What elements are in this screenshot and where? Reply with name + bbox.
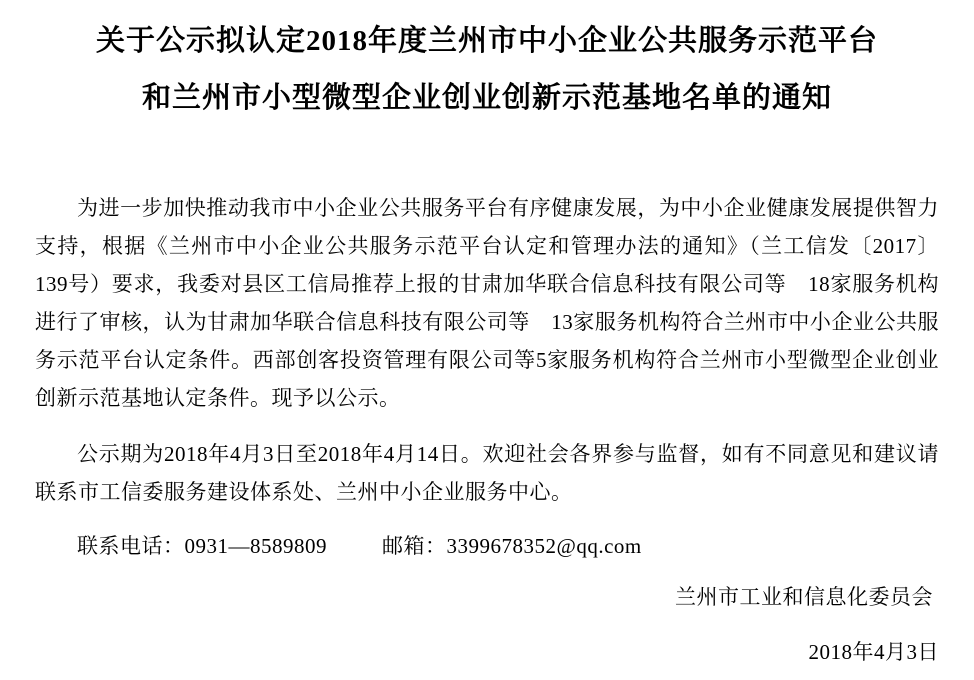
- contact-line: [35, 527, 939, 565]
- notice-paragraph-2: 公示期为2018年4月3日至2018年4月14日。欢迎社会各界参与监督，如有不同意见和建议请联系市工信委服务建设体系处、兰州中小企业服务中心。: [35, 442, 939, 504]
- contact-phone: 联系电话：0931—8589809: [77, 534, 327, 558]
- contact-email: 邮箱：3399678352@qq.com: [382, 534, 642, 558]
- notice-paragraph-1: 为进一步加快推动我市中小企业公共服务平台有序健康发展，为中小企业健康发展提供智力支持，根据《兰州市中小企业公共服务示范平台认定和管理办法的通知》（兰工信发〔2017〕139号）要求，我委对县区工信局推荐上报的甘肃加华联合信息科技有限公司等 18家服务机构进行了审核，认为甘肃加华联合信息科技有限公司等 13家服务机构符合兰州市中小企业公共服务示范平台认定条件。西部创客投资管理有限公司等5家服务机构符合兰州市小型微型企业创业创新示范基地认定条件。现予以公示。: [35, 196, 939, 410]
- issue-date: 2018年4月3日: [808, 640, 939, 664]
- notice-title-line-1: 关于公示拟认定2018年度兰州市中小企业公共服务示范平台: [95, 25, 878, 57]
- notice-title: [0, 0, 974, 127]
- notice-body: [35, 189, 939, 671]
- issuer-signature: 兰州市工业和信息化委员会: [675, 585, 933, 609]
- notice-title-line-2: 和兰州市小型微型企业创业创新示范基地名单的通知: [141, 82, 832, 114]
